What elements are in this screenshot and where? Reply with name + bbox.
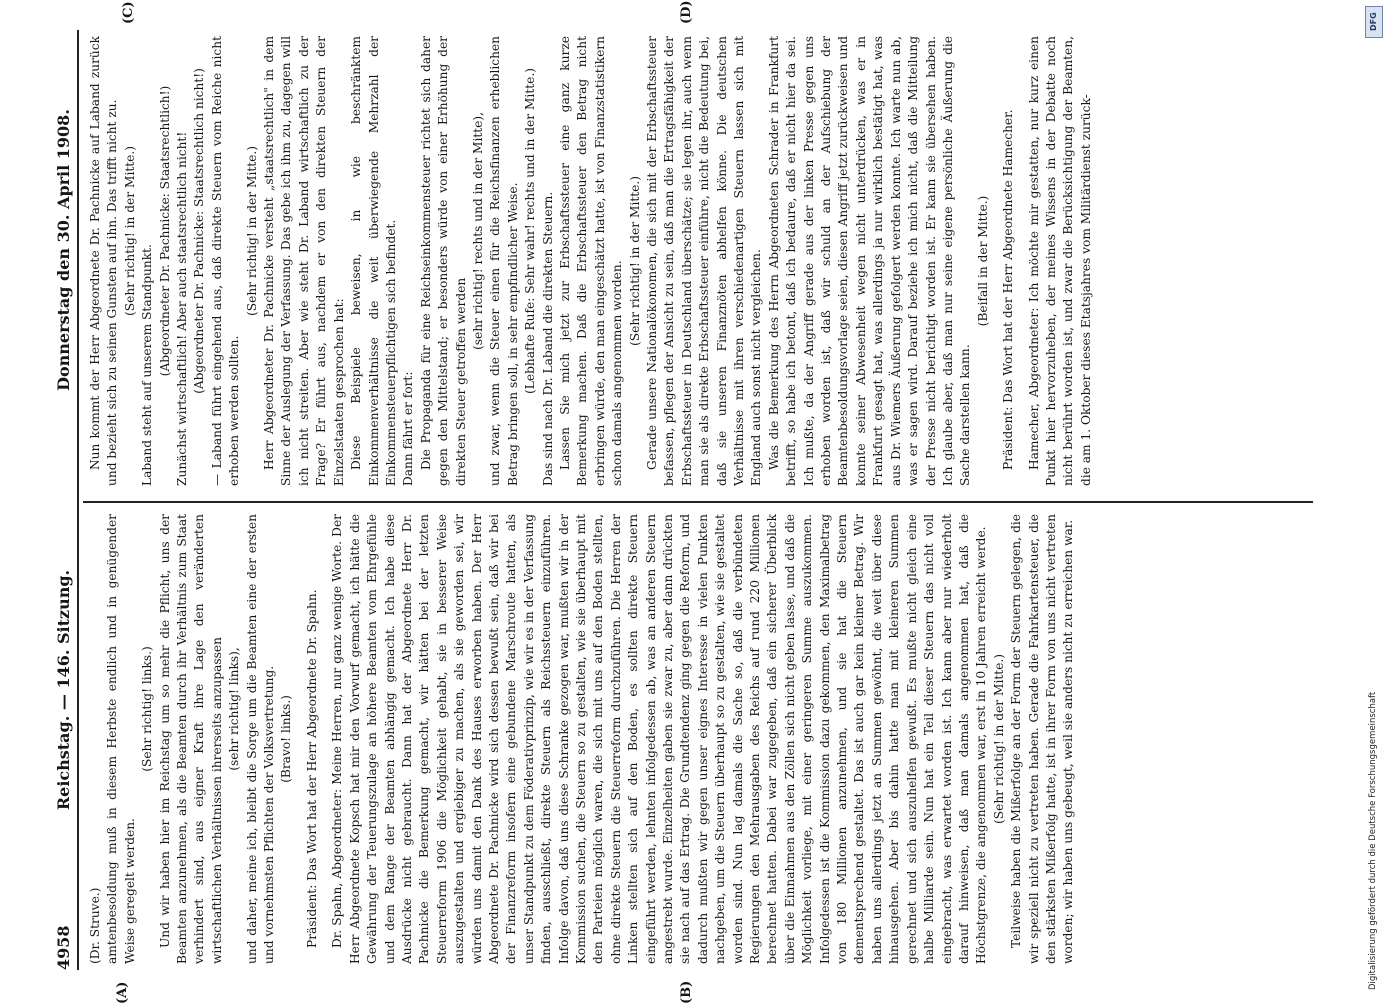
interjection: (Sehr richtig! links.) [140, 646, 155, 772]
margin-marker-b: (B) [679, 980, 694, 1004]
dfg-logo: DFG [1365, 6, 1383, 38]
interjection: (sehr richtig! links), [227, 647, 242, 771]
interjection: (Abgeordneter Dr. Pachnicke: Staatsrechtlich nicht!) [192, 68, 207, 394]
president-statement: Präsident: Das Wort hat der Herr Abgeordnete Dr. Spahn. [304, 589, 319, 948]
paragraph: und daher, meine ich, bleibt die Sorge um die Beamten eine der ersten und vornehmsten Pflichten der Volksvertretung. [244, 514, 277, 964]
paragraph: Herr Abgeordneter Dr. Pachnicke versteht „staatsrechtlich" in dem Sinne der Auslegung der Verfassung. Das gebe ich ihm zu, dagegen will ich nicht streiten. Aber wie steht Dr. Laband wirtschaftlich zu der Frage? Er führt aus, nachdem er von den direkten Steuern der Einzelstaaten gesprochen hat: [262, 36, 346, 486]
interjection: (Abgeordneter Dr. Pachnicke: Staatsrechtlich!) [157, 85, 172, 377]
rotated-page [39, 0, 1319, 1004]
column-divider [83, 502, 1313, 504]
paragraph: Nun kommt der Herr Abgeordnete Dr. Pachnicke auf Laband zurück und bezieht sich zu seinen Gunsten auf ihn. Das trifft nicht zu. [88, 36, 120, 486]
quotation: Diese Beispiele beweisen, in wie beschränktem Einkommenverhältnisse die weit überwiegende Mehrzahl der Einkommensteuerpflichtigen sich befindet. [349, 36, 398, 486]
speech-paragraph: Hamecher, Abgeordneter: Ich möchte mir gestatten, nur kurz einen Punkt hier hervorzuheben, der meines Wissens in der Debatte noch nicht berührt worden ist, und zwar die Berücksichtigung der Beamten, die am 1. Oktober dieses Etatsjahres vom Militärdienst zurück- [1026, 36, 1093, 486]
quotation: und zwar, wenn die Steuer einen für die Reichsfinanzen erheblichen Betrag bringen soll, in sehr empfindlicher Weise. [488, 36, 520, 486]
paragraph: Laband steht auf unserem Standpunkt. [140, 244, 155, 486]
paragraph: — Laband führt eingehend aus, daß direkte Steuern vom Reiche nicht erhoben werden sollten. [209, 36, 242, 486]
interjection: (Beifall in der Mitte.) [975, 195, 990, 327]
funding-note: Digitalisierung gefördert durch die Deutsche Forschungsgemeinschaft [1368, 691, 1378, 990]
header-left-title: Reichstag. — 146. Sitzung. [54, 569, 73, 811]
paragraph: amtenbesoldung muß in diesem Herbste endlich und in genügender Weise geregelt werden. [105, 514, 137, 964]
right-column [87, 36, 1307, 486]
paragraph: Dann fährt er fort: [401, 371, 416, 486]
header-rule [77, 30, 79, 970]
paragraph: Was die Bemerkung des Herrn Abgeordneten Schrader in Frankfurt betrifft, so habe ich betont, daß ich bedaure, daß er nicht hier da sei. Ich mußte, da der Angriff gerade aus der linken Presse gegen uns erhoben worden ist, daß wir schuld an der Aufschiebung der Beamtenbesoldungsvorlage seien, diesen Angriff jetzt zurückweisen und konnte seiner Abwesenheit wegen nicht unterdrücken, was er in Frankfurt gesagt hat, was allerdings ja nur wirklich bestätigt hat, was aus Dr. Wiemers Äußerung gefolgert werden konnte. Ich warte nun ab, was er sagen wird. Darauf beziehe ich mich nicht, daß die Mitteilung der Presse nicht berichtigt worden ist. Er kann sie übersehen haben. Ich glaube aber, daß man nur seine eigene persönliche Äußerung die Sache darstellen kann. [766, 36, 973, 486]
president-statement: Präsident: Das Wort hat der Herr Abgeordnete Hamecher. [1001, 109, 1016, 470]
interjection: (Bravo! links.) [279, 695, 294, 783]
interjection: (sehr richtig! rechts und in der Mitte), [470, 112, 485, 351]
margin-marker-c: (C) [121, 1, 136, 24]
paragraph: Und wir haben hier im Reichstag um so mehr die Pflicht, uns der Beamten anzunehmen, als die Beamten durch ihr Verhältnis zum Staat verhindert sind, aus eigner Kraft ihre Lage den veränderten wirtschaftlichen Verhältnissen ihrerseits anzupassen [157, 514, 224, 964]
quotation: Die Propaganda für eine Reichseinkommensteuer richtet sich daher gegen den Mittelstand; er besonders würde von einer Erhöhung der direkten Steuer getroffen werden [418, 36, 468, 486]
paragraph: Das sind nach Dr. Laband die direkten Steuern. [540, 191, 555, 486]
speech-paragraph: Dr. Spahn, Abgeordneter: Meine Herren, nur ganz wenige Worte. Der Herr Abgeordnete Kopsch hat mir den Vorwurf gemacht, ich hätte die Gewährung der Teuerungszulage an höhere Beamten vom Ehrgefühle und dem Range der Beamten abhängig gemacht. Ich habe diese Ausdrücke nicht gebraucht. Dann hat der Abgeordnete Herr Dr. Pachnicke die Bemerkung gemacht, wir hätten bei der letzten Steuerreform 1906 die Möglichkeit gehabt, sie in besserer Weise auszugestalten und ergiebiger zu machen, als sie geworden sei, wir würden uns damit den Dank des Hauses erworben haben. Der Herr Abgeordnete Dr. Pachnicke wird sich dessen bewußt sein, daß wir bei der Finanzreform insofern eine gebundene Marschroute hatten, als unser Standpunkt zu dem Föderativprinzip, wie wir es in der Verfassung finden, ausschließt, direkte Steuern als Reichssteuern einzuführen. Infolge davon, daß uns diese Schranke gezogen war, mußten wir in der Kommission suchen, die Steuern so zu gestalten, wie sie überhaupt mit den Parteien möglich waren, die sich mit uns auf den Boden stellten, ohne direkte Steuern die Steuerreform durchzuführen. Die Herren der Linken stellten sich auf den Boden, es sollten direkte Steuern eingeführt werden, lehnten infolgedessen ab, was an anderen Steuern angestrebt wurde. Einzelheiten gaben sie zwar zu, aber dann drückten sie nach auf das Ertrag. Die Grundtendenz ging gegen die Reform, und dadurch mußten wir gegen unser eignes Interesse in vielen Punkten nachgeben, um die Steuern überhaupt so zu gestalten, wie sie gestaltet worden sind. Nun lag damals die Sache so, daß die verbündeten Regierungen den Mehrausgaben des Reichs auf rund 220 Millionen berechnet hatten. Dabei war zugegeben, daß ein sicherer Überblick über die Einnahmen aus den Zöllen sich nicht geben lasse, und daß die Möglichkeit vorliege, mit einer geringeren Summe auszukommen. Infolgedessen ist die Kommission dazu gekommen, den Maximalbetrag von 180 Millionen anzunehmen, und sie hat die Steuern dementsprechend gestaltet. Das ist auch gar kein kleiner Betrag. Wir haben uns allerdings jetzt an Summen gewöhnt, die weit über diese hinausgehen. Aber bis dahin hatte man mit kleineren Summen gerechnet und sich auszuhelfen gewußt. Es mußte nicht gleich eine halbe Milliarde sein. Nun hat ein Teil dieser Steuern das nicht voll eingebracht, was erwartet worden ist. Ich kann aber nur wiederholt darauf hinweisen, daß man damals angenommen hat, daß die Höchstgrenze, die angenommen war, erst in 10 Jahren erreicht werde. [330, 514, 989, 964]
page-header [39, 30, 73, 970]
paragraph: Teilweise haben die Mißerfolge an der Form der Steuern gelegen, die wir speziell nicht zu vertreten haben. Gerade die Fahrkartensteuer, die den stärksten Mißerfolg hatte, ist in ihrer Form von uns nicht vertreten worden; wir haben uns gebeugt, weil sie anders nicht zu erreichen war. [1009, 514, 1076, 964]
page-number: 4958 [54, 925, 73, 970]
interjection: (Sehr richtig! in der Mitte.) [244, 146, 259, 316]
left-column [87, 514, 1307, 964]
paragraph: Gerade unsere Nationalökonomen, die sich mit der Erbschaftssteuer befassen, pflegen der Ansicht zu sein, daß man die Ertragsfähigkeit der Erbschaftssteuer in Deutschland überschätze; sie legen ihr, auch wenn man sie als direkte Erbschaftssteuer einführe, nicht die Bedeutung bei, daß sie unseren Finanznöten abhelfen könne. Die deutschen Verhältnisse mit ihren verschiedenartigen Steuern lassen sich mit England auch sonst nicht vergleichen. [645, 36, 764, 486]
interjection: (Lebhafte Rufe: Sehr wahr! rechts und in der Mitte.) [523, 68, 538, 394]
interjection: (Sehr richtig! in der Mitte.) [991, 654, 1006, 824]
margin-marker-a: (A) [115, 981, 130, 1004]
interjection: (Sehr richtig! in der Mitte.) [122, 146, 137, 316]
speaker-tag: (Dr. Struve.) [88, 887, 102, 964]
paragraph: Zunächst wirtschaftlich! Aber auch staatsrechtlich nicht! [175, 131, 190, 486]
margin-marker-d: (D) [679, 0, 694, 24]
header-right-title: Donnerstag den 30. April 1908. [54, 109, 73, 391]
interjection: (Sehr richtig! in der Mitte.) [627, 176, 642, 346]
paragraph: Lassen Sie mich jetzt zur Erbschaftssteuer eine ganz kurze Bemerkung machen. Daß die Erbschaftssteuer den Betrag nicht erbringen würde, den man eingeschätzt hatte, ist von Finanzstatistikern schon damals angenommen worden. [557, 36, 625, 486]
